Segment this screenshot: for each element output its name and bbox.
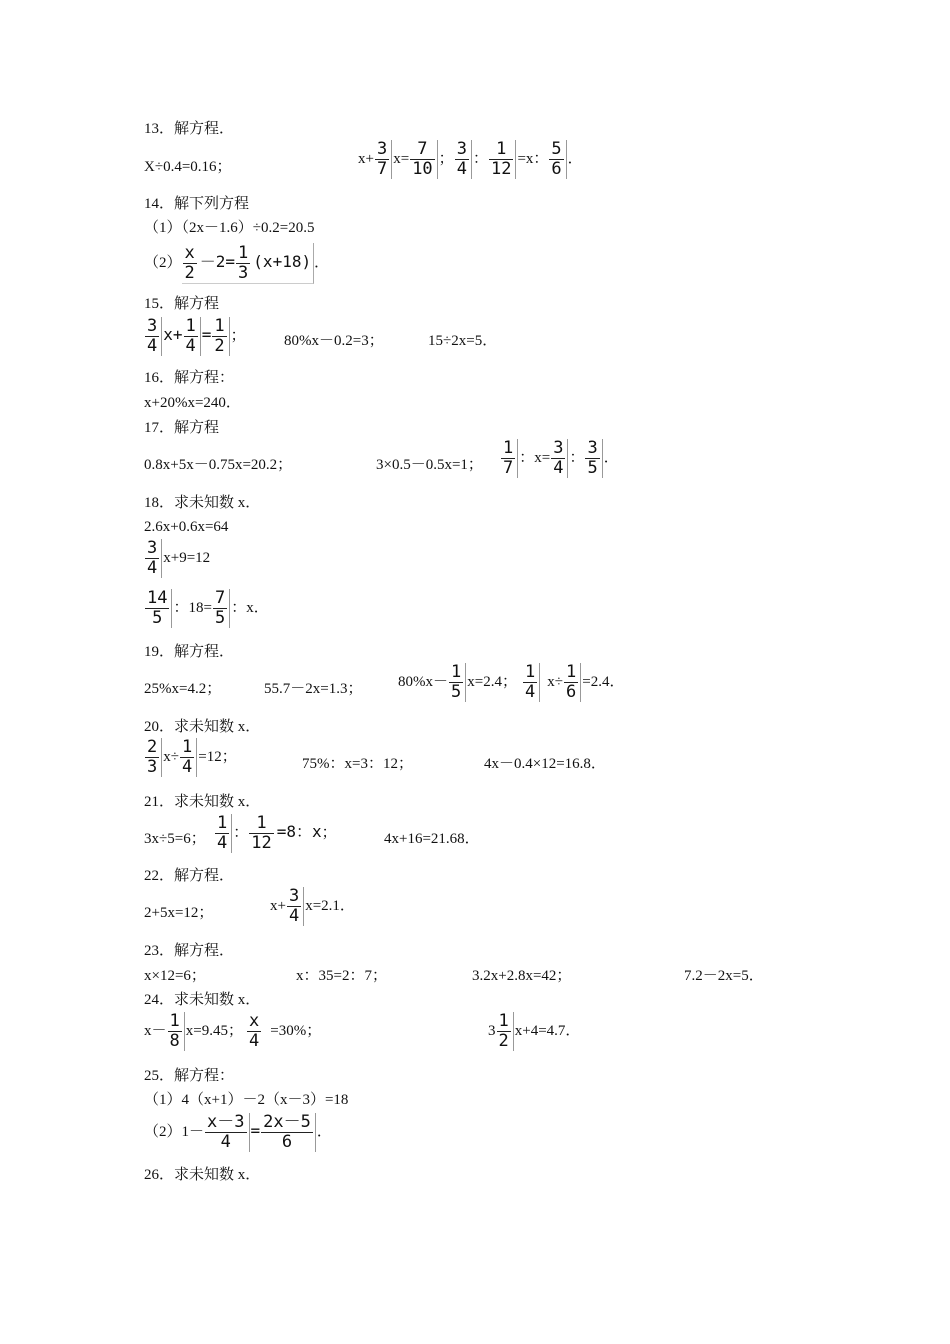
fraction: $\frac{3}{5}$ (585, 439, 602, 478)
fraction: $\frac{x}{4}$ (248, 1011, 260, 1052)
fraction: $\frac{7}{5}$ (213, 589, 230, 628)
fraction: $\frac{1}{2}$ (212, 317, 229, 356)
problem-20-title: 20．求未知数 x． (144, 719, 261, 735)
problem-19-eq3: 80%x－ $\frac{1}{5}$ x=2.4； (398, 662, 517, 703)
equation-image: $\frac{x}{2}$ －2= $\frac{1}{3}$ (x+18) (182, 243, 315, 284)
problem-18-eq2: $\frac{3}{4}$ x+9=12 (147, 538, 211, 579)
problem-23-title: 23．解方程． (144, 943, 235, 959)
fraction: $\frac{1}{12}$ (489, 140, 516, 179)
problem-18-eq1: 2.6x+0.6x=64 (144, 519, 229, 535)
problem-15-eq1: $\frac{3}{4}$ x+ $\frac{1}{4}$ = $\frac{1}{2}$ ； (147, 316, 246, 357)
fraction: $\frac{1}{6}$ (564, 663, 581, 702)
problem-17-title: 17．解方程 (144, 420, 220, 436)
fraction: $\frac{1}{4}$ (184, 317, 201, 356)
fraction: $\frac{3}{4}$ (145, 317, 162, 356)
problem-23-eq2: x：35=2：7； (296, 968, 387, 984)
fraction: $\frac{1}{5}$ (449, 663, 466, 702)
fraction: $\frac{3}{4}$ (145, 539, 162, 578)
fraction: $\frac{1}{4}$ (523, 663, 540, 702)
fraction: $\frac{3}{4}$ (551, 439, 568, 478)
problem-23-eq4: 7.2－2x=5． (684, 968, 764, 984)
problem-13-eq2: x+ $\frac{3}{7}$ x= $\frac{7}{10}$ ； $\frac{3}{4}$ ： $\frac{1}{12}$ =x： $\frac{5}{6}$ ． (358, 139, 583, 180)
problem-20-eq3: 4x－0.4×12=16.8． (484, 756, 606, 772)
problem-17-eq1: 0.8x+5x－0.75x=20.2； (144, 457, 293, 473)
problem-22-eq2: x+ $\frac{3}{4}$ x=2.1． (270, 886, 355, 927)
problem-23-eq3: 3.2x+2.8x=42； (472, 968, 572, 984)
problem-17-eq3: $\frac{1}{7}$ ：x= $\frac{3}{4}$ ： $\frac{3}{5}$ ． (503, 438, 619, 479)
problem-20-eq1: $\frac{2}{3}$ x÷ $\frac{1}{4}$ =12； (147, 737, 237, 778)
problem-18-eq3: $\frac{14}{5}$ ：18= $\frac{7}{5}$ ：x． (147, 588, 269, 629)
fraction: $\frac{3}{4}$ (287, 887, 304, 926)
problem-13-eq1: X÷0.4=0.16； (144, 159, 232, 175)
problem-14-eq2: （2） $\frac{x}{2}$ －2= $\frac{1}{3}$ (x+18) ． (144, 243, 330, 284)
fraction: $\frac{1}{4}$ (180, 738, 197, 777)
fraction: $\frac{3}{4}$ (455, 140, 472, 179)
fraction: $\frac{2}{3}$ (145, 738, 162, 777)
problem-22-title: 22．解方程． (144, 868, 235, 884)
problem-23-eq1: x×12=6； (144, 968, 206, 984)
problem-21-eq1: 3x÷5=6； (144, 831, 206, 847)
fraction: $\frac{1}{12}$ (251, 813, 272, 854)
problem-25-eq1: （1）4（x+1）－2（x－3）=18 (144, 1092, 349, 1108)
problem-21-eq3: 4x+16=21.68． (384, 831, 480, 847)
fraction: $\frac{3}{7}$ (375, 140, 392, 179)
problem-22-eq1: 2+5x=12； (144, 905, 214, 921)
fraction: $\frac{1}{8}$ (168, 1012, 185, 1051)
problem-16-title: 16．解方程： (144, 370, 235, 386)
fraction: $\frac{14}{5}$ (145, 589, 172, 628)
fraction: $\frac{1}{4}$ (215, 814, 232, 853)
problem-26-title: 26．求未知数 x． (144, 1167, 261, 1183)
problem-14-title: 14．解下列方程 (144, 196, 250, 212)
problem-18-title: 18．求未知数 x． (144, 495, 261, 511)
problem-21-eq2: $\frac{1}{4}$ ： $\frac{1}{12}$ =8：x； (217, 813, 337, 854)
problem-16-eq: x+20%x=240． (144, 395, 241, 411)
problem-19-eq2: 55.7－2x=1.3； (264, 681, 363, 697)
problem-19-title: 19．解方程． (144, 644, 235, 660)
problem-20-eq2: 75%：x=3：12； (302, 756, 413, 772)
problem-15-eq3: 15÷2x=5． (428, 333, 498, 349)
fraction: $\frac{x}{2}$ (184, 243, 195, 284)
fraction: $\frac{1}{7}$ (501, 439, 518, 478)
problem-17-eq2: 3×0.5－0.5x=1； (376, 457, 483, 473)
problem-25-title: 25．解方程： (144, 1068, 235, 1084)
fraction: $\frac{1}{3}$ (238, 243, 249, 284)
problem-24-eq3: 3 $\frac{1}{2}$ x+4=4.7． (488, 1011, 581, 1052)
fraction: $\frac{x-3}{4}$ (205, 1113, 249, 1152)
fraction: $\frac{2x-5}{6}$ (261, 1113, 316, 1152)
problem-19-eq4: $\frac{1}{4}$ x÷ $\frac{1}{6}$ =2.4． (525, 662, 625, 703)
problem-13-title: 13．解方程． (144, 121, 235, 137)
fraction: $\frac{1}{2}$ (497, 1012, 514, 1051)
problem-21-title: 21．求未知数 x． (144, 794, 261, 810)
problem-19-eq1: 25%x=4.2； (144, 681, 222, 697)
problem-15-title: 15．解方程 (144, 296, 220, 312)
problem-24-title: 24．求未知数 x． (144, 992, 261, 1008)
fraction: $\frac{7}{10}$ (410, 140, 437, 179)
fraction: $\frac{5}{6}$ (549, 140, 566, 179)
problem-14-eq1: （1）（2x－1.6）÷0.2=20.5 (144, 220, 315, 236)
problem-15-eq2: 80%x－0.2=3； (284, 333, 384, 349)
problem-24-eq1: x－ $\frac{1}{8}$ x=9.45； $\frac{x}{4}$ =30%； (144, 1011, 322, 1052)
problem-25-eq2: （2）1－ $\frac{x-3}{4}$ = $\frac{2x-5}{6}$ ． (144, 1112, 332, 1153)
